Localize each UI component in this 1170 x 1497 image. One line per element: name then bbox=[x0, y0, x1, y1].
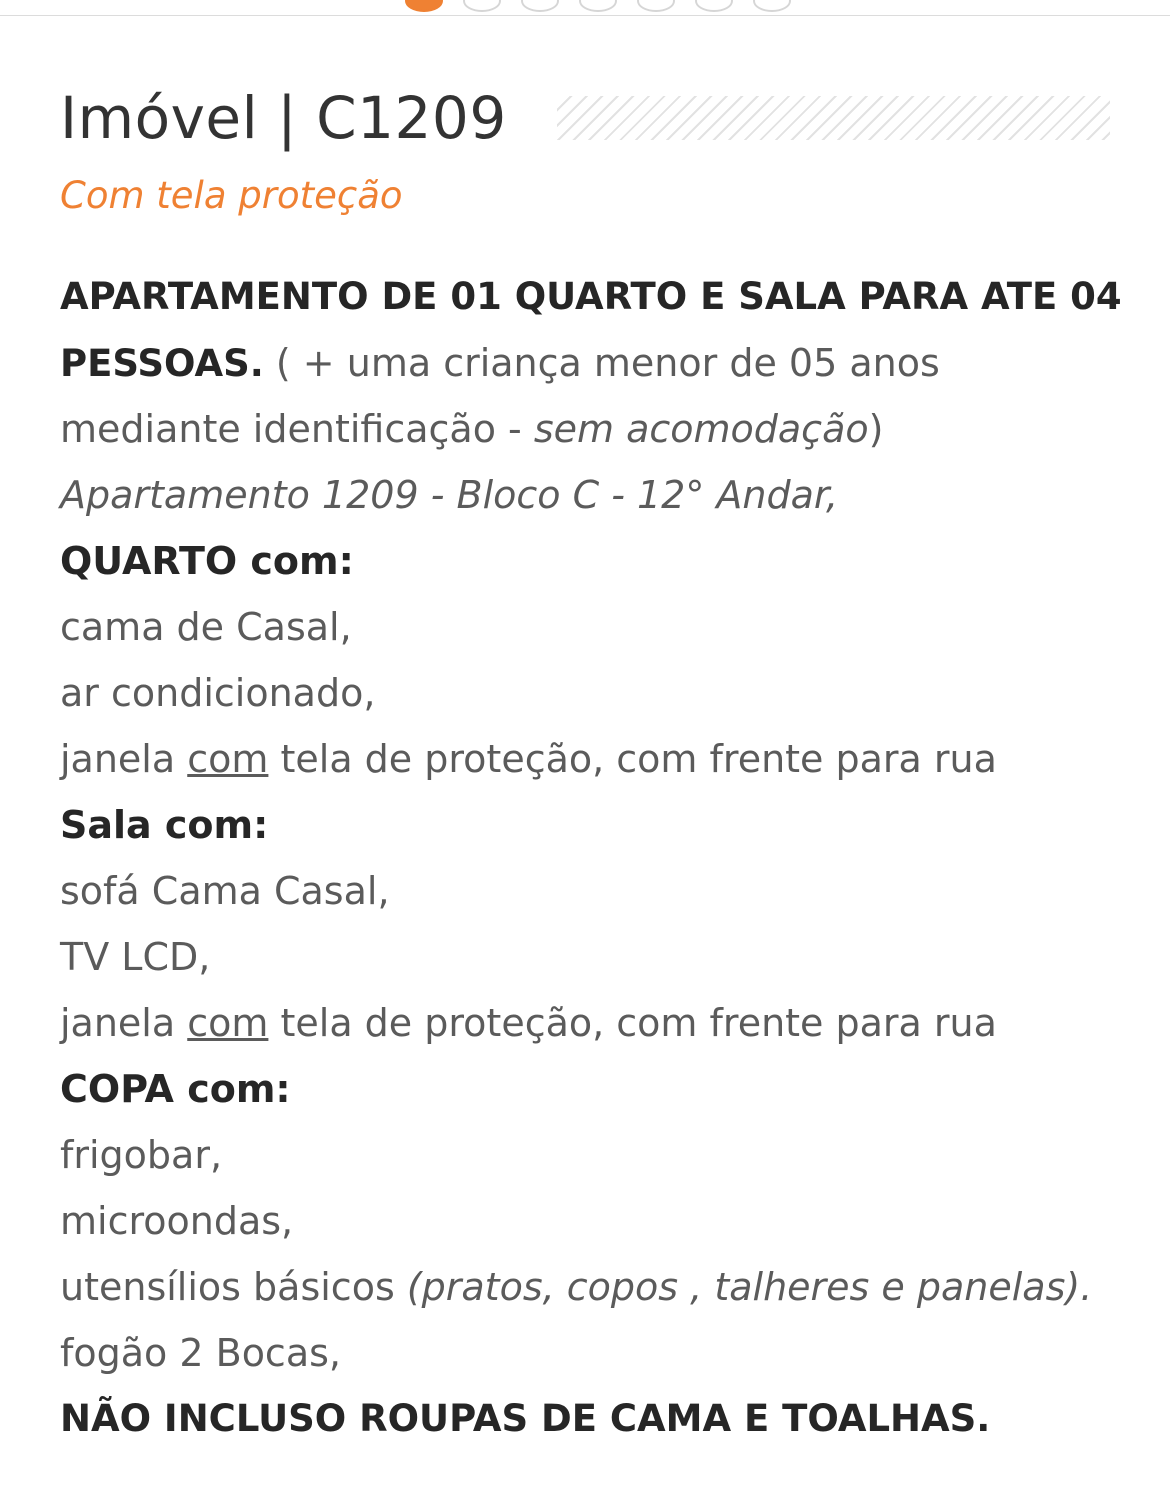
intro-line-2 bbox=[60, 330, 1120, 396]
page-title: Imóvel | C1209 bbox=[60, 83, 507, 152]
copa-heading: COPA com: bbox=[60, 1067, 291, 1111]
location-line: Apartamento 1209 - Bloco C - 12° Andar, bbox=[60, 473, 839, 517]
title-row bbox=[60, 80, 1110, 155]
sala-item-3-a: janela bbox=[60, 1001, 188, 1045]
carousel-dot-5[interactable] bbox=[637, 0, 675, 12]
intro-rest-line-2: ( + uma criança menor de 05 anos bbox=[263, 341, 940, 385]
intro-line-3-italic: sem acomodação bbox=[533, 407, 869, 451]
quarto-item-3-underlined: com bbox=[187, 737, 269, 781]
carousel-dot-7[interactable] bbox=[753, 0, 791, 12]
quarto-item: cama de Casal, bbox=[60, 605, 352, 649]
carousel-dot-6[interactable] bbox=[695, 0, 733, 12]
sala-heading: Sala com: bbox=[60, 803, 269, 847]
sala-item bbox=[60, 990, 1120, 1056]
intro-bold-line-2: PESSOAS. bbox=[60, 342, 264, 385]
intro-line-3-b: ) bbox=[868, 407, 884, 451]
property-description bbox=[60, 264, 1120, 1452]
copa-item bbox=[60, 1254, 1120, 1320]
sala-item: sofá Cama Casal, bbox=[60, 869, 390, 913]
quarto-item: ar condicionado, bbox=[60, 671, 376, 715]
copa-item: microondas, bbox=[60, 1199, 294, 1243]
carousel-dot-1[interactable] bbox=[405, 0, 443, 12]
intro-headline bbox=[60, 264, 1120, 330]
intro-line-3-a: mediante identificação - bbox=[60, 407, 534, 451]
quarto-item-3-b: tela de proteção, com frente para rua bbox=[268, 737, 997, 781]
quarto-item-3-a: janela bbox=[60, 737, 188, 781]
copa-item: fogão 2 Bocas, bbox=[60, 1331, 341, 1375]
quarto-heading: QUARTO com: bbox=[60, 539, 354, 583]
sala-item: TV LCD, bbox=[60, 935, 211, 979]
carousel-dot-2[interactable] bbox=[463, 0, 501, 12]
footer-notice: NÃO INCLUSO ROUPAS DE CAMA E TOALHAS. bbox=[60, 1397, 991, 1440]
carousel-dot-3[interactable] bbox=[521, 0, 559, 12]
quarto-item bbox=[60, 726, 1120, 792]
carousel-dot-4[interactable] bbox=[579, 0, 617, 12]
title-hatch-decoration bbox=[557, 96, 1110, 140]
top-divider bbox=[0, 15, 1170, 16]
page-subtitle: Com tela proteção bbox=[60, 174, 403, 217]
sala-item-3-underlined: com bbox=[187, 1001, 269, 1045]
copa-item-3-italic: (pratos, copos , talheres e panelas). bbox=[406, 1265, 1093, 1309]
copa-item: frigobar, bbox=[60, 1133, 223, 1177]
copa-item-3-a: utensílios básicos bbox=[60, 1265, 407, 1309]
intro-bold-line-1: APARTAMENTO DE 01 QUARTO E SALA PARA ATE 04 bbox=[60, 275, 1122, 318]
sala-item-3-b: tela de proteção, com frente para rua bbox=[268, 1001, 997, 1045]
carousel-dots bbox=[405, 0, 791, 12]
intro-line-3 bbox=[60, 396, 1120, 462]
